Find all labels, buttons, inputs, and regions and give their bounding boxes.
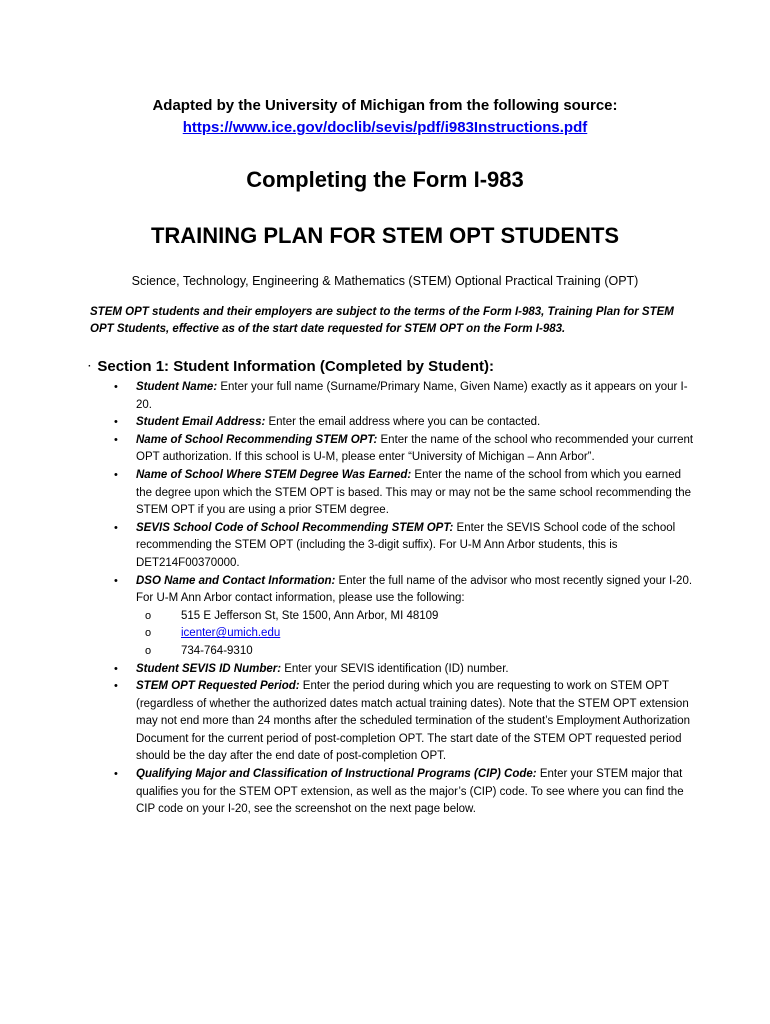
contact-email [136,625,695,643]
dso-contact-list [136,608,695,661]
list-item-qualifying-major [110,766,695,819]
section-1-heading [88,357,688,377]
bullet-icon: • [114,662,118,675]
sub-bullet-icon: o [145,644,152,657]
item-label: Student SEVIS ID Number: [136,662,282,675]
item-label: Name of School Where STEM Degree Was Earned: [136,468,412,481]
contact-address-text: 515 E Jefferson St, Ste 1500, Ann Arbor, MI 48109 [181,609,439,622]
item-label: STEM OPT Requested Period: [136,680,300,693]
sub-bullet-icon: o [145,609,152,622]
adapted-notice: Adapted by the University of Michigan from the following source: [152,97,618,114]
item-label: Student Name: [136,381,218,393]
bullet-icon: • [114,680,118,693]
item-text: Enter the name of the school from which you earned the degree upon which the STEM OPT is based. This may or may not be the same school recommending the STEM OPT if you are using a prior STEM degree. [136,468,692,517]
item-label: SEVIS School Code of School Recommending STEM OPT: [136,521,454,534]
sub-bullet-icon: o [145,627,152,640]
section-marker: · [88,361,92,373]
page-subtitle: TRAINING PLAN FOR STEM OPT STUDENTS [150,223,620,248]
list-item-degree-school [110,467,695,520]
bullet-icon: • [114,521,118,534]
bullet-icon: • [114,416,118,429]
list-item-recommending-school [110,432,695,467]
bullet-icon: • [114,468,118,481]
bullet-icon: • [114,768,118,781]
list-item-student-email [110,414,695,432]
item-text: Enter your SEVIS identification (ID) number. [281,662,509,675]
list-item-dso-contact [110,573,695,661]
bullet-icon: • [114,381,118,393]
item-label: DSO Name and Contact Information: [136,574,336,587]
item-text: Enter the SEVIS School code of the school recommending the STEM OPT (including the 3-digit suffix). For U-M Ann Arbor students, this is DET214F00370000. [136,521,676,569]
contact-email-link[interactable]: icenter@umich.edu [181,627,281,640]
source-link-line [0,118,770,138]
item-text: Enter your STEM major that qualifies you for the STEM OPT extension, as well as the major’s (CIP) code. To see where you can find the CIP code on your I-20, see the screenshot on the next page below. [136,768,684,816]
item-label: Name of School Recommending STEM OPT: [136,433,378,446]
item-text: Enter the full name of the advisor who most recently signed your I-20. For U-M Ann Arbor contact information, please use the following: [136,574,693,605]
item-text: Enter the period during which you are requesting to work on STEM OPT (regardless of whether the authorized dates match actual training dates). Note that the STEM OPT extension may not end more than 24 months after the scheduled termination of the student’s Employment Authorization Document for the current period of post-completion OPT. The start date of the STEM OPT requested period should be the day after the end date of post-completion OPT. [136,680,691,763]
contact-phone [136,643,695,661]
stem-description: Science, Technology, Engineering & Mathematics (STEM) Optional Practical Training (OPT) [131,274,639,288]
bullet-icon: • [114,433,118,446]
item-text: Enter the email address where you can be contacted. [265,416,541,429]
bullet-icon: • [114,574,118,587]
intro-paragraph: STEM OPT students and their employers are subject to the terms of the Form I-983, Training Plan for STEM OPT Students, effective as of the start date requested for STEM OPT on the Form I-983. [90,306,674,335]
list-item-student-name [110,379,695,414]
list-item-requested-period [110,678,695,766]
source-url-link[interactable]: https://www.ice.gov/doclib/sevis/pdf/i983Instructions.pdf [182,119,588,136]
list-item-sevis-id [110,661,695,679]
item-label: Qualifying Major and Classification of Instructional Programs (CIP) Code: [136,768,537,781]
contact-address [136,608,695,626]
page-title: Completing the Form I-983 [246,167,524,192]
contact-phone-text: 734-764-9310 [181,644,253,657]
item-text: Enter your full name (Surname/Primary Name, Given Name) exactly as it appears on your I-20. [136,381,688,411]
section-1-heading-text: Section 1: Student Information (Completed by Student): [97,358,495,375]
item-text: Enter the name of the school who recommended your current OPT authorization. If this school is U-M, please enter “University of Michigan – Ann Arbor”. [136,433,694,464]
list-item-sevis-school-code [110,520,695,573]
item-label: Student Email Address: [136,416,266,429]
section-1-list [110,379,695,819]
